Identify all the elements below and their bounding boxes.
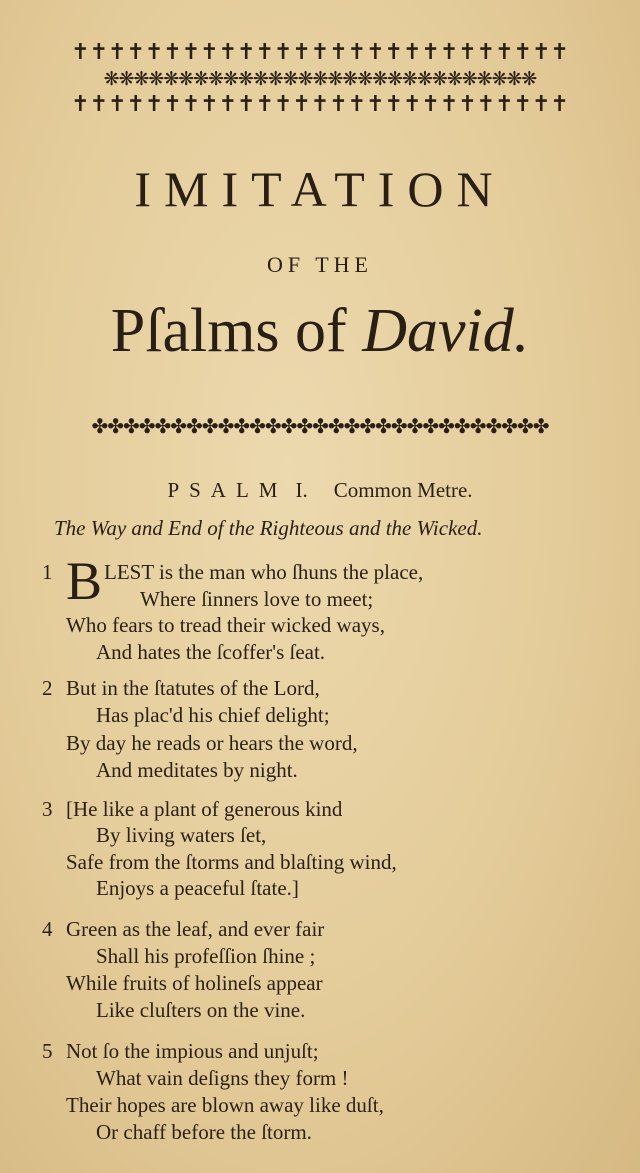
stanza-number: 1 [42,560,53,584]
verse-line: Safe from the ſtorms and blaſting wind, [66,850,397,874]
divider-ornament-row: ✤✤✤✤✤✤✤✤✤✤✤✤✤✤✤✤✤✤✤✤✤✤✤✤✤✤✤✤✤ [91,414,549,438]
verse-line: Their hopes are blown away like duſt, [66,1093,384,1117]
psalm-label: PSALM [167,478,288,502]
title-of-the: OF THE [267,252,373,277]
stanza-number: 2 [42,676,53,700]
verse-line: And meditates by night. [96,758,298,782]
title-david: David. [362,297,530,365]
header-ornament-row-2: ❋❋❋❋❋❋❋❋❋❋❋❋❋❋❋❋❋❋❋❋❋❋❋❋❋❋❋❋❋ [103,68,537,90]
verse-line: By living waters ſet, [96,823,267,847]
psalm-metre: Common Metre. [333,478,473,502]
verse-line: By day he reads or hears the word, [66,731,358,755]
verse-line: Has plac'd his chief delight; [96,703,330,727]
verse-line: Who fears to tread their wicked ways, [66,613,385,637]
stanza-number: 4 [42,917,53,941]
verse-line: What vain deſigns they form ! [96,1066,349,1090]
verse-line: Or chaff before the ſtorm. [96,1120,312,1144]
verse-line: Enjoys a peaceful ſtate.] [96,876,299,900]
verse-line: Green as the leaf, and ever fair [66,917,325,941]
header-ornament-row-3: ✝✝✝✝✝✝✝✝✝✝✝✝✝✝✝✝✝✝✝✝✝✝✝✝✝✝✝ [71,92,569,117]
title-psalms-of: Pſalms of [110,297,363,365]
verse-line: Shall his profeſſion ſhine ; [96,944,316,968]
verse-line: And hates the ſcoffer's ſeat. [96,640,326,664]
header-ornament-row-1: ✝✝✝✝✝✝✝✝✝✝✝✝✝✝✝✝✝✝✝✝✝✝✝✝✝✝✝ [71,40,569,65]
title-psalms-of-david [0,296,640,367]
verse-line: [He like a plant of generous kind [66,797,343,821]
drop-cap: B [66,551,103,611]
stanza-number: 3 [42,797,53,821]
verse-line: But in the ſtatutes of the Lord, [66,676,320,700]
psalm-heading [0,478,640,503]
verse-line: Where ſinners love to meet; [140,587,374,611]
stanza-number: 5 [42,1039,53,1063]
verse-line: While fruits of holineſs appear [66,971,323,995]
psalm-number: I. [295,478,308,502]
verse-line: LEST is the man who ſhuns the place, [104,560,424,584]
title-imitation: IMITATION [134,161,506,217]
verse-line: Like cluſters on the vine. [96,998,306,1022]
verse-line: Not ſo the impious and unjuſt; [66,1039,319,1063]
psalm-subtitle: The Way and End of the Righteous and the Wicked. [54,516,483,540]
